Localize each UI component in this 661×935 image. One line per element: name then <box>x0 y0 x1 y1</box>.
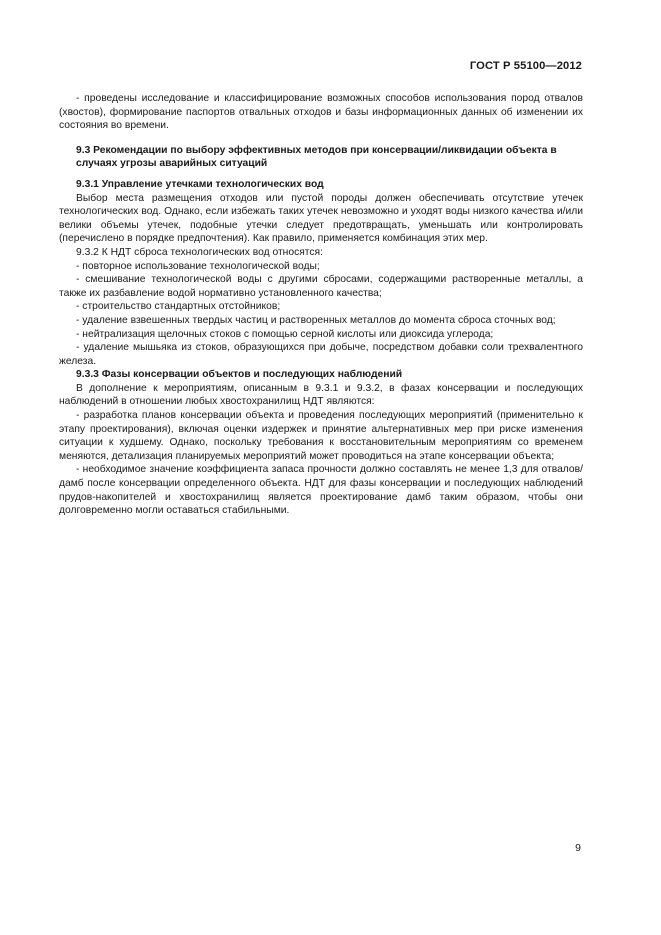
document-body <box>59 92 583 518</box>
section-9-3-1-paragraph: Выбор места размещения отходов или пустой породы должен обеспечивать отсутствие утечек технологических вод. Однако, если избежать таких утечек невозможно и уходят воды низкого качества и/или велики объемы утечек, подобные утечки следует предотвращать, уменьшать или контролировать (перечислено в порядке предпочтения). Как правило, применяется комбинация этих мер. <box>59 192 583 245</box>
list-item: - разработка планов консервации объекта и проведения последующих мероприятий (применительно к этапу проектирования), включая оценки издержек и принятие альтернативных мер при риске изменения ситуации к худшему. Однако, поскольку требования к восстановительным мероприятиям со временем меняются, детализация планируемых мероприятий может проводиться на этапе консервации объекта; <box>59 410 583 462</box>
section-9-3-2-intro: 9.3.2 К НДТ сброса технологических вод относятся: <box>76 246 323 258</box>
page-number: 9 <box>575 842 581 854</box>
section-9-3-3-intro: В дополнение к мероприятиям, описанным в 9.3.1 и 9.3.2, в фазах консервации и последующих наблюдений в отношении любых хвостохранилищ НДТ являются: <box>59 382 583 408</box>
list-item: - строительство стандартных отстойников; <box>76 301 281 313</box>
list-item: - повторное использование технологической воды; <box>76 260 320 272</box>
intro-paragraph: - проведены исследование и классифицирование возможных способов использования пород отвалов (хвостов), формирование паспортов отвальных отходов и базы информационных данных об изменении их состояния во времени. <box>59 93 583 132</box>
list-item: - смешивание технологической воды с другими сбросами, содержащими растворенные металлы, а также их разбавление водой нормативно установленного качества; <box>59 274 583 299</box>
section-9-3-3-title: 9.3.3 Фазы консервации объектов и последующих наблюдений <box>76 369 403 381</box>
document-code-header: ГОСТ Р 55100—2012 <box>469 60 582 72</box>
section-9-3-1-title: 9.3.1 Управление утечками технологических вод <box>76 178 324 190</box>
list-item: - нейтрализация щелочных стоков с помощью серной кислоты или диоксида углерода; <box>76 328 494 340</box>
section-9-3-title: 9.3 Рекомендации по выбору эффективных методов при консервации/ликвидации объекта в случаях угрозы аварийных ситуаций <box>76 144 557 170</box>
list-item: - удаление взвешенных твердых частиц и растворенных металлов до момента сброса сточных вод; <box>76 314 556 326</box>
list-item: - необходимое значение коэффициента запаса прочности должно составлять не менее 1,3 для отвалов/дамб после консервации определенного объекта. НДТ для фазы консервации и последующих наблюдений прудов-накопителей и хвостохранилищ является проектирование дамб таким образом, чтобы они долговременно могли оставаться стабильными. <box>59 464 583 517</box>
list-item: - удаление мышьяка из стоков, образующихся при добыче, посредством добавки соли трехвалентного железа. <box>59 342 583 367</box>
